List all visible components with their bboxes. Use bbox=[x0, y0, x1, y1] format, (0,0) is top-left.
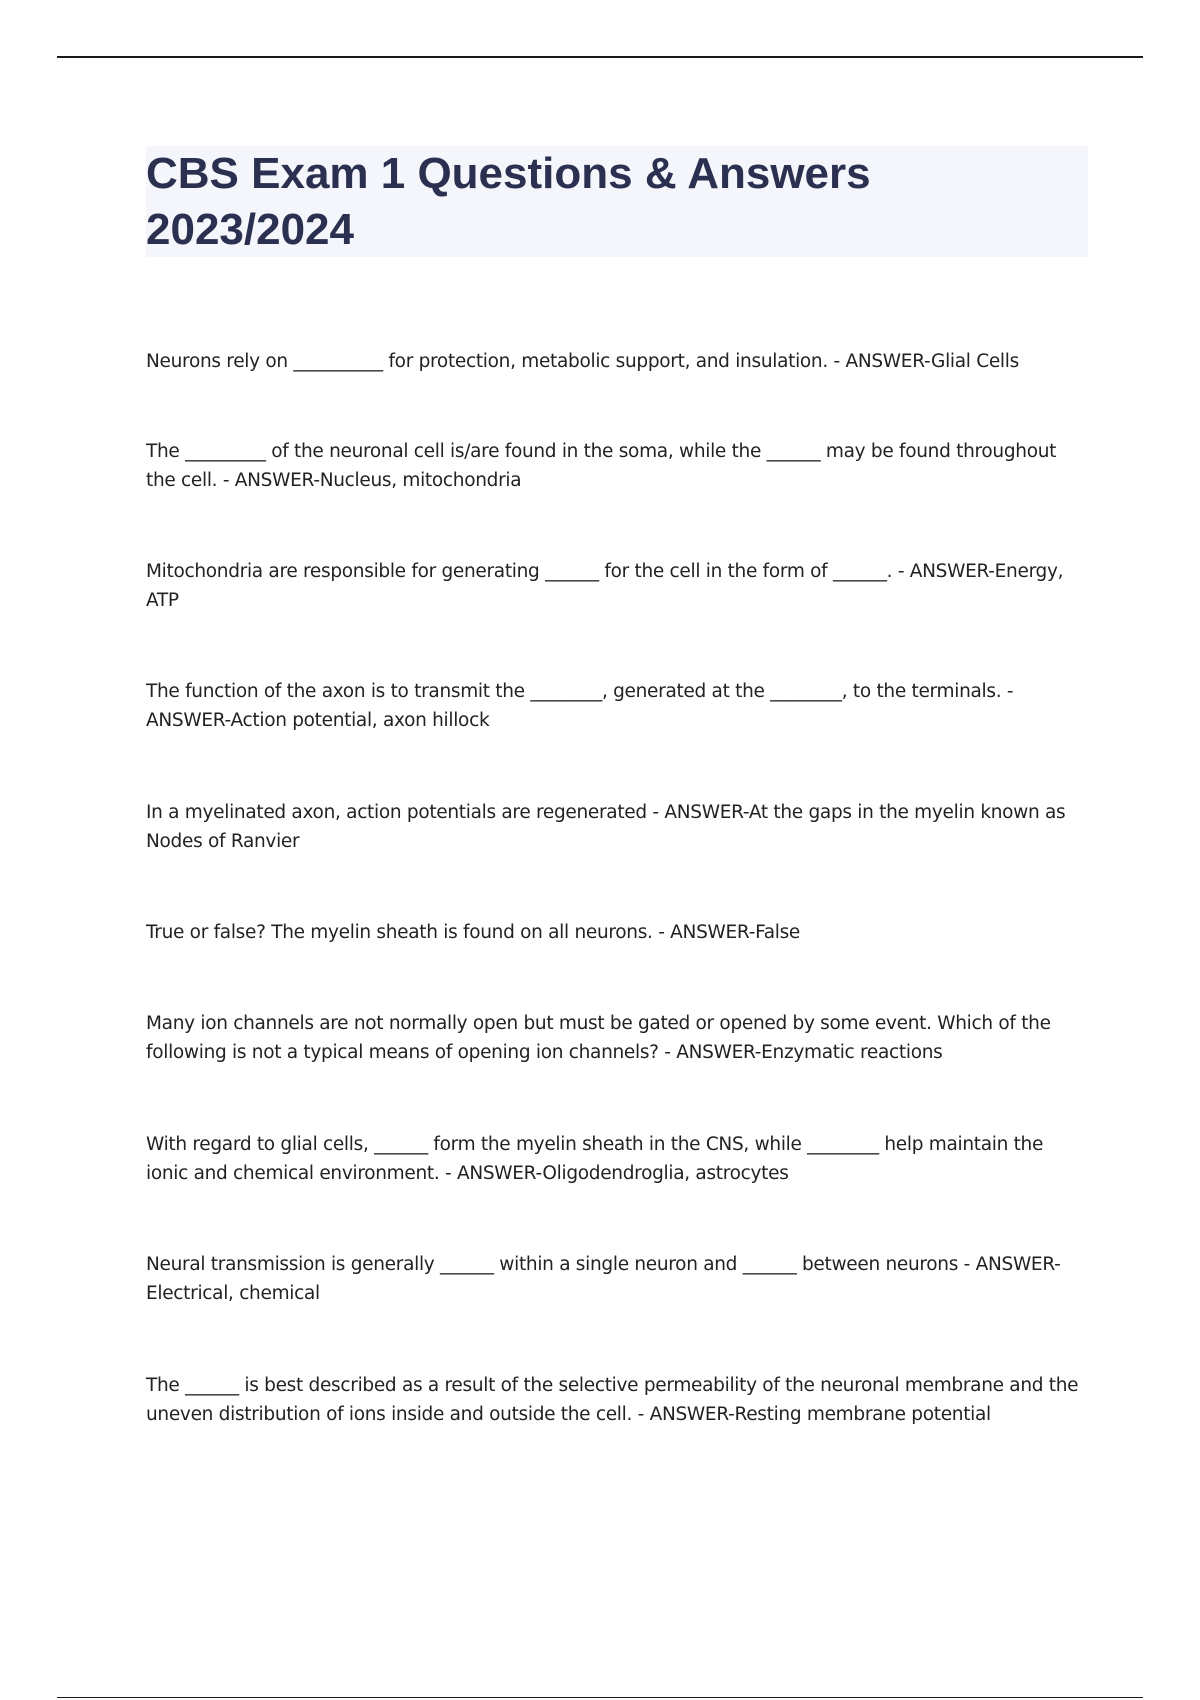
qa-item: In a myelinated axon, action potentials are regenerated - ANSWER-At the gaps in the myelin known as Nodes of Ranvier bbox=[146, 802, 1066, 852]
top-rule bbox=[57, 56, 1143, 58]
qa-item: With regard to glial cells, ______ form the myelin sheath in the CNS, while ________ help maintain the ionic and chemical environment. - ANSWER-Oligodendroglia, astrocytes bbox=[146, 1134, 1044, 1184]
qa-item: The ______ is best described as a result of the selective permeability of the neuronal membrane and the uneven distribution of ions inside and outside the cell. - ANSWER-Resting membrane potential bbox=[146, 1375, 1079, 1425]
qa-item: Neural transmission is generally ______ within a single neuron and ______ between neurons - ANSWER-Electrical, chemical bbox=[146, 1254, 1061, 1304]
document-title: CBS Exam 1 Questions & Answers 2023/2024 bbox=[146, 149, 871, 254]
qa-item: The _________ of the neuronal cell is/are found in the soma, while the ______ may be found throughout the cell. - ANSWER-Nucleus, mitochondria bbox=[146, 441, 1057, 491]
qa-item: The function of the axon is to transmit the ________, generated at the ________, to the terminals. - ANSWER-Action potential, axon hillock bbox=[146, 681, 1014, 731]
bottom-rule bbox=[57, 1697, 1143, 1698]
qa-item: Neurons rely on __________ for protection, metabolic support, and insulation. - ANSWER-Glial Cells bbox=[146, 351, 1019, 372]
qa-item: Mitochondria are responsible for generating ______ for the cell in the form of ______. - ANSWER-Energy, ATP bbox=[146, 561, 1064, 611]
qa-item: Many ion channels are not normally open but must be gated or opened by some event. Which of the following is not a typical means of opening ion channels? - ANSWER-Enzymatic reactions bbox=[146, 1013, 1051, 1063]
qa-item: True or false? The myelin sheath is found on all neurons. - ANSWER-False bbox=[146, 922, 801, 943]
